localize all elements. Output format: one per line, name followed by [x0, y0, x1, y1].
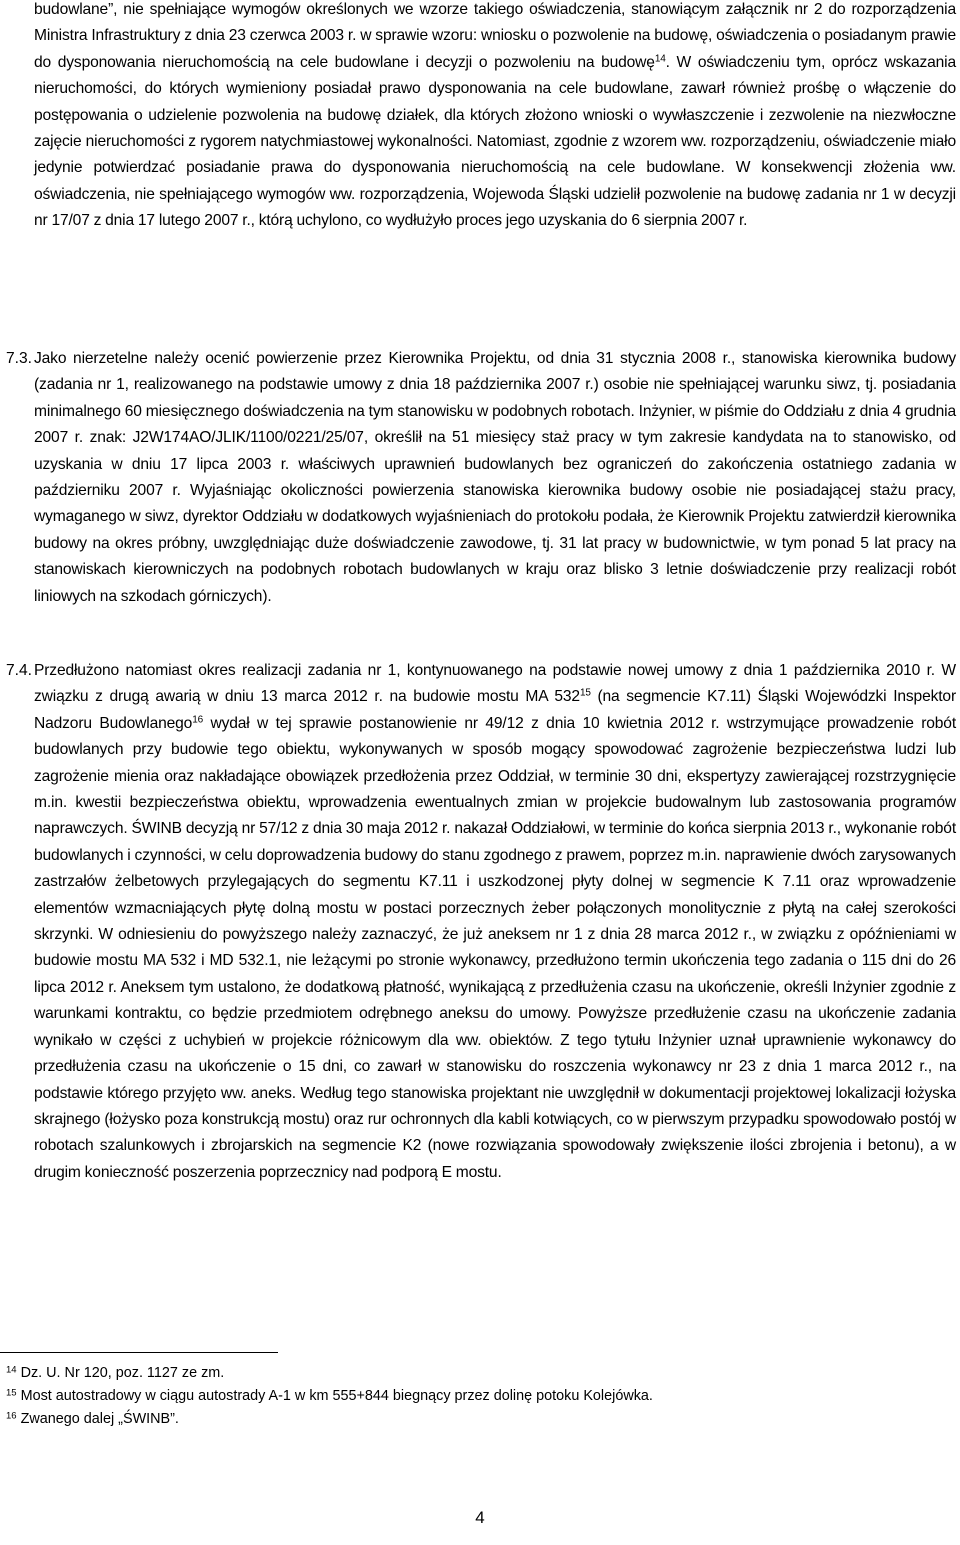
- footnote-ref-14: 14: [654, 53, 666, 65]
- footnote-16: [6, 1408, 936, 1431]
- footnote-number: 14: [6, 1364, 17, 1376]
- footnote-text: Dz. U. Nr 120, poz. 1127 ze zm.: [16, 1365, 225, 1381]
- footnote-number: 15: [6, 1387, 17, 1399]
- footnote-15: [6, 1385, 936, 1408]
- footnote-text: Most autostradowy w ciągu autostrady A-1 w km 555+844 biegnący przez dolinę potoku Kolejówka.: [16, 1388, 653, 1404]
- paragraph-text: [34, 658, 956, 1186]
- paragraph-7-4: [34, 658, 956, 1186]
- paragraph-continuation: [34, 0, 956, 235]
- footnotes: [6, 1362, 936, 1431]
- text-run: wydał w tej sprawie postanowienie nr 49/12 z dnia 10 kwietnia 2012 r. wstrzymujące prowadzenie robót budowlanych przy budowie tego obiektu, wykonywanych w sposób mogący spowodować zagrożenie bezpieczeństwa ludzi lub zagrożenie mienia oraz nakładające obowiązek przedłożenia przez Oddział, w terminie 30 dni, ekspertyzy zawierającej rozstrzygnięcie m.in. kwestii bezpieczeństwa obiektu, wprowadzenia ewentualnych zmian w projekcie budowalnym lub zastosowania programów naprawczych. ŚWINB decyzją nr 57/12 z dnia 30 maja 2012 r. nakazał Oddziałowi, w terminie do końca sierpnia 2013 r., wykonanie robót budowlanych i czynności, w celu doprowadzenia budowy do stanu zgodnego z prawem, poprzez m.in. naprawienie dwóch zarysowanych zastrzałów żelbetowych przylegających do segmentu K7.11 i uszkodzonej płyty dolnej w segmencie K 7.11 oraz wprowadzenie elementów wzmacniających płytę dolną mostu w postaci porzecznych żeber połączonych monolitycznie z płytą na całej szerokości skrzynki. W odniesieniu do powyższego należy zaznaczyć, że już aneksem nr 1 z dnia 28 marca 2012 r., w związku z opóźnieniami w budowie mostu MA 532 i MD 532.1, nie leżącymi po stronie wykonawcy, przedłużono termin ukończenia tego zadania o 115 dni do 26 lipca 2012 r. Aneksem tym ustalono, że dodatkową płatność, wynikającą z przedłużenia czasu na ukończenie, określi Inżynier zgodnie z warunkami kontraktu, co będzie przedmiotem odrębnego aneksu do umowy. Powyższe przedłużenie czasu na ukończenie zadania wynikało w części z uchybień w projekcie różnicowym dla ww. obiektów. Z tego tytułu Inżynier uznał uprawnienie wykonawcy do przedłużenia czasu na ukończenie o 15 dni, co zawarł w stanowisku do roszczenia wykonawcy nr 23 z dnia 1 marca 2012 r., na podstawie którego przyjęto ww. aneks. Według tego stanowiska projektant nie uwzględnił w dokumentacji projektowej lokalizacji łożyska skrajnego (łożysko poza konstrukcją mostu) oraz rur ochronnych dla kabli kotwiących, co w pierwszym przypadku spowodowało postój w robotach szalunkowych i zbrojarskich na segmencie K2 (nowe rozwiązania spowodowały zwiększenie ilości zbrojenia i betonu), a w drugim konieczność poszerzenia poprzecznicy nad podporą E mostu.: [34, 714, 957, 1181]
- paragraph-text: Jako nierzetelne należy ocenić powierzenie przez Kierownika Projektu, od dnia 31 stycznia 2008 r., stanowiska kierownika budowy (zadania nr 1, realizowanego na podstawie umowy z dnia 18 października 2007 r.) osobie nie spełniającej warunku siwz, tj. posiadania minimalnego 60 miesięcznego doświadczenia na tym stanowisku w podobnych robotach. Inżynier, w piśmie do Oddziału z dnia 4 grudnia 2007 r. znak: J2W174AO/JLIK/1100/0221/25/07, określił na 51 miesięcy staż pracy w tym zakresie kandydata na to stanowisko, od uzyskania w dniu 17 lipca 2003 r. właściwych uprawnień budowlanych bez ograniczeń do zakończenia ostatniego zadania w październiku 2007 r. Wyjaśniając okoliczności powierzenia stanowiska kierownika budowy osobie nie posiadającej stażu pracy, wymaganego w siwz, dyrektor Oddziału w dodatkowych wyjaśnieniach do protokołu podała, że Kierownik Projektu zatwierdził kierownika budowy na okres próbny, uwzględniając duże doświadczenie zawodowe, tj. 31 lat pracy w budownictwie, w tym ponad 5 lat pracy na stanowiskach kierowniczych na podobnych robotach budowlanych w kraju oraz blisko 3 letnie doświadczenie przy realizacji robót liniowych na szkodach górniczych).: [34, 350, 956, 605]
- text-run: budowlane”, nie spełniające wymogów określonych we wzorze takiego oświadczenia, stanowiącym załącznik nr 2 do rozporządzenia Ministra Infrastruktury z dnia 23 czerwca 2003 r. w sprawie wzoru: wniosku o pozwolenie na budowę, oświadczenia o posiadanym prawie do dysponowania nieruchomością na cele budowlane i decyzji o pozwoleniu na budowę: [34, 1, 956, 71]
- text-run: . W oświadczeniu tym, oprócz wskazania nieruchomości, do których wymieniony posiadał prawo dysponowania na cele budowlane, zawarł również prośbę o włączenie do postępowania o udzielenie pozwolenia na budowę działek, dla których złożono wnioski o wywłaszczenie i zezwolenie na niezwłoczne zajęcie nieruchomości z rygorem natychmiastowej wykonalności. Natomiast, zgodnie z wzorem ww. rozporządzeniu, oświadczenie miało jedynie potwierdzać posiadanie prawa do dysponowania nieruchomością na cele budowlane. W konsekwencji złożenia ww. oświadczenia, nie spełniającego wymogów ww. rozporządzenia, Wojewoda Śląski udzielił pozwolenie na budowę zadania nr 1 w decyzji nr 17/07 z dnia 17 lutego 2007 r., którą uchylono, co wydłużyło proces jego uzyskania do 6 sierpnia 2007 r.: [34, 53, 956, 230]
- footnote-separator: [0, 1352, 278, 1353]
- footnote-number: 16: [6, 1410, 17, 1422]
- footnote-ref-15: 15: [579, 687, 591, 699]
- paragraph-number-7-3: 7.3.: [6, 350, 33, 367]
- footnote-ref-16: 16: [192, 714, 204, 726]
- text-run: Przedłużono natomiast okres realizacji zadania nr 1, kontynuowanego na podstawie nowej umowy z dnia 1 października 2010 r. W związku z drugą awarią w dniu 13 marca 2012 r. na budowie mostu MA 532: [34, 662, 956, 706]
- page-number: 4: [475, 1508, 485, 1527]
- text-run: (na segmencie K7.11) Śląski Wojewódzki Inspektor Nadzoru Budowlanego: [34, 688, 956, 732]
- footnote-text: Zwanego dalej „ŚWINB”.: [16, 1411, 179, 1427]
- paragraph-number-7-4: 7.4.: [6, 662, 33, 679]
- paragraph-7-3: [34, 346, 956, 610]
- paragraph-text: [34, 0, 956, 235]
- footnote-14: [6, 1362, 936, 1385]
